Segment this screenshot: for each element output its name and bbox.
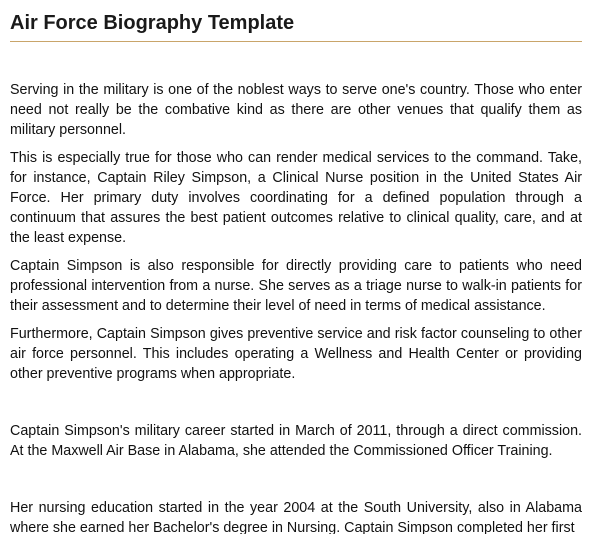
paragraph-intro: Serving in the military is one of the noblest ways to serve one's country. Those who enter need not really be the combative kind as there are other venues that qualify them as military personnel. — [10, 82, 582, 138]
title-divider — [10, 41, 582, 42]
paragraph-patient-care: Captain Simpson is also responsible for directly providing care to patients who need professional intervention from a nurse. She serves as a triage nurse to walk-in patients for their assessment and to determine their level of need in terms of medical assistance. — [10, 258, 582, 314]
paragraph-military-career: Captain Simpson's military career started in March of 2011, through a direct commission. At the Maxwell Air Base in Alabama, she attended the Commissioned Officer Training. — [10, 423, 582, 459]
paragraph-preventive-service: Furthermore, Captain Simpson gives preventive service and risk factor counseling to other air force personnel. This includes operating a Wellness and Health Center or providing other preventive programs when appropriate. — [10, 326, 582, 382]
document-body — [10, 80, 582, 534]
paragraph-medical-services: This is especially true for those who can render medical services to the command. Take, for instance, Captain Riley Simpson, a Clinical Nurse position in the United States Air Force. Her primary duty involves coordinating for a defined population through a continuum that assures the best patient outcomes relative to clinical quality, care, and at the least expense. — [10, 150, 582, 246]
page-title: Air Force Biography Template — [10, 12, 295, 34]
paragraph-nursing-education: Her nursing education started in the year 2004 at the South University, also in Alabama where she earned her Bachelor's degree in Nursing. Captain Simpson completed her first — [10, 500, 582, 534]
